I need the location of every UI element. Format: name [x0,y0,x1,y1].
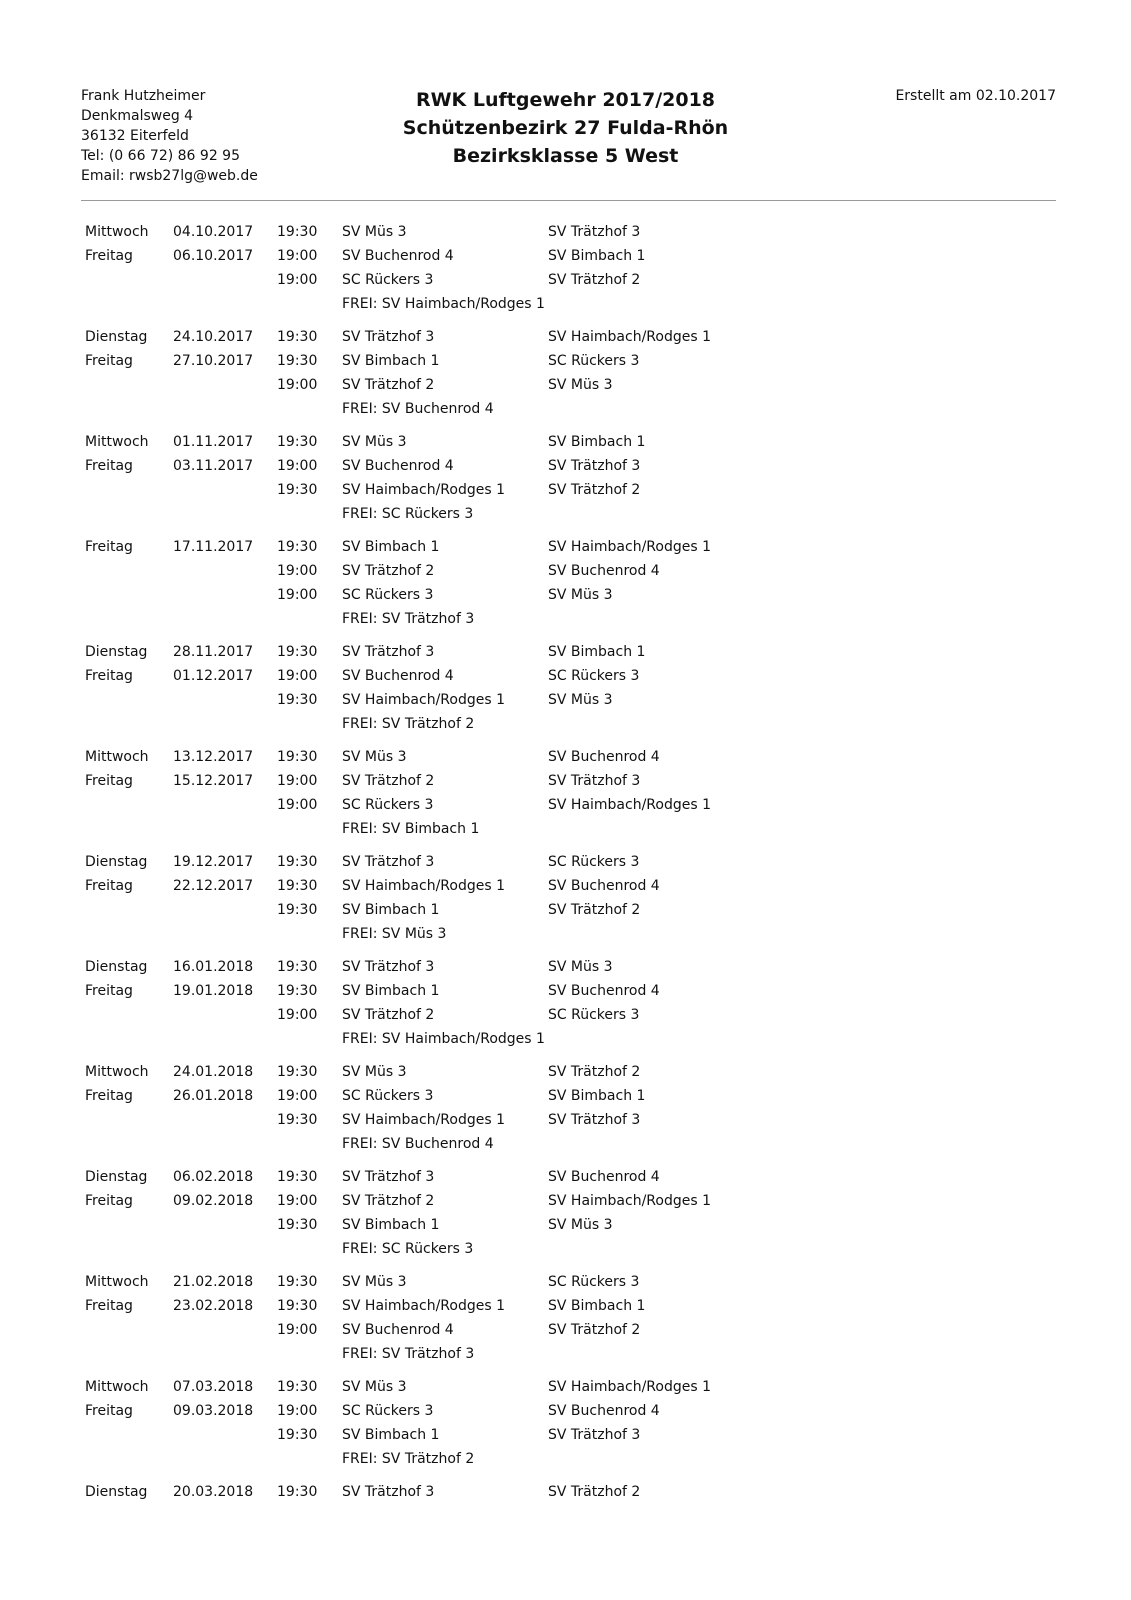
match-weekday: Freitag [85,1193,133,1209]
match-time: 19:30 [277,959,318,975]
bye-team: FREI: SC Rückers 3 [342,1241,474,1257]
match-time: 19:30 [277,1169,318,1185]
home-team: SV Bimbach 1 [342,1217,440,1233]
match-date: 27.10.2017 [173,353,254,369]
match-time: 19:30 [277,902,318,918]
away-team: SV Trätzhof 2 [548,482,641,498]
match-date: 24.01.2018 [173,1064,254,1080]
away-team: SV Buchenrod 4 [548,983,660,999]
home-team: SV Haimbach/Rodges 1 [342,692,506,708]
match-time: 19:30 [277,329,318,345]
match-date: 24.10.2017 [173,329,254,345]
match-time: 19:00 [277,773,318,789]
title-line-1: RWK Luftgewehr 2017/2018 [415,89,716,111]
match-weekday: Mittwoch [85,1379,149,1395]
match-date: 06.10.2017 [173,248,254,264]
away-team: SC Rückers 3 [548,668,640,684]
match-weekday: Mittwoch [85,749,149,765]
match-time: 19:00 [277,458,318,474]
away-team: SV Buchenrod 4 [548,878,660,894]
home-team: SV Müs 3 [342,434,407,450]
match-time: 19:30 [277,692,318,708]
match-weekday: Freitag [85,248,133,264]
home-team: SC Rückers 3 [342,1088,434,1104]
home-team: SV Haimbach/Rodges 1 [342,1298,506,1314]
match-time: 19:30 [277,1379,318,1395]
away-team: SV Bimbach 1 [548,1088,646,1104]
home-team: SV Trätzhof 2 [342,773,435,789]
match-time: 19:30 [277,539,318,555]
home-team: SV Haimbach/Rodges 1 [342,1112,506,1128]
match-weekday: Mittwoch [85,224,149,240]
match-weekday: Freitag [85,1403,133,1419]
home-team: SV Trätzhof 2 [342,1193,435,1209]
away-team: SV Buchenrod 4 [548,1169,660,1185]
home-team: SC Rückers 3 [342,272,434,288]
away-team: SV Müs 3 [548,377,613,393]
away-team: SC Rückers 3 [548,1007,640,1023]
match-date: 13.12.2017 [173,749,254,765]
match-time: 19:30 [277,1064,318,1080]
match-time: 19:30 [277,644,318,660]
home-team: SV Trätzhof 2 [342,377,435,393]
away-team: SV Trätzhof 2 [548,1064,641,1080]
away-team: SC Rückers 3 [548,1274,640,1290]
match-weekday: Mittwoch [85,1064,149,1080]
match-weekday: Mittwoch [85,434,149,450]
home-team: SV Müs 3 [342,749,407,765]
bye-team: FREI: SV Buchenrod 4 [342,1136,494,1152]
home-team: SV Müs 3 [342,224,407,240]
bye-team: FREI: SV Trätzhof 3 [342,611,475,627]
match-date: 28.11.2017 [173,644,254,660]
match-time: 19:30 [277,878,318,894]
away-team: SV Trätzhof 3 [548,458,641,474]
match-weekday: Freitag [85,539,133,555]
match-time: 19:30 [277,1298,318,1314]
away-team: SV Bimbach 1 [548,1298,646,1314]
match-weekday: Freitag [85,353,133,369]
match-date: 22.12.2017 [173,878,254,894]
match-time: 19:30 [277,1484,318,1500]
match-time: 19:00 [277,1007,318,1023]
match-time: 19:30 [277,1112,318,1128]
away-team: SV Trätzhof 2 [548,1322,641,1338]
bye-team: FREI: SV Müs 3 [342,926,447,942]
home-team: SV Trätzhof 3 [342,329,435,345]
match-date: 09.03.2018 [173,1403,254,1419]
contact-email: Email: rwsb27lg@web.de [81,168,258,184]
away-team: SV Trätzhof 2 [548,902,641,918]
match-time: 19:00 [277,1322,318,1338]
contact-city: 36132 Eiterfeld [81,128,189,144]
match-date: 01.12.2017 [173,668,254,684]
match-time: 19:30 [277,749,318,765]
match-date: 07.03.2018 [173,1379,254,1395]
away-team: SC Rückers 3 [548,854,640,870]
match-weekday: Mittwoch [85,1274,149,1290]
home-team: SV Trätzhof 3 [342,959,435,975]
home-team: SV Trätzhof 2 [342,1007,435,1023]
match-weekday: Dienstag [85,329,148,345]
away-team: SV Müs 3 [548,587,613,603]
match-time: 19:30 [277,224,318,240]
match-date: 17.11.2017 [173,539,254,555]
match-time: 19:00 [277,1088,318,1104]
match-time: 19:00 [277,248,318,264]
match-time: 19:30 [277,1274,318,1290]
home-team: SV Trätzhof 3 [342,854,435,870]
match-date: 26.01.2018 [173,1088,254,1104]
home-team: SV Müs 3 [342,1379,407,1395]
match-date: 21.02.2018 [173,1274,254,1290]
match-time: 19:00 [277,587,318,603]
home-team: SV Trätzhof 3 [342,1484,435,1500]
title-line-3: Bezirksklasse 5 West [452,145,679,167]
match-date: 03.11.2017 [173,458,254,474]
title-line-2: Schützenbezirk 27 Fulda-Rhön [402,117,729,139]
contact-street: Denkmalsweg 4 [81,108,194,124]
home-team: SV Trätzhof 2 [342,563,435,579]
home-team: SC Rückers 3 [342,797,434,813]
match-weekday: Dienstag [85,854,148,870]
away-team: SV Bimbach 1 [548,644,646,660]
match-time: 19:30 [277,353,318,369]
home-team: SV Bimbach 1 [342,983,440,999]
away-team: SV Müs 3 [548,1217,613,1233]
away-team: SV Trätzhof 2 [548,272,641,288]
match-date: 19.12.2017 [173,854,254,870]
away-team: SV Trätzhof 3 [548,224,641,240]
match-date: 19.01.2018 [173,983,254,999]
home-team: SV Haimbach/Rodges 1 [342,878,506,894]
bye-team: FREI: SV Trätzhof 2 [342,1451,475,1467]
match-time: 19:00 [277,797,318,813]
match-weekday: Freitag [85,1088,133,1104]
home-team: SV Bimbach 1 [342,1427,440,1443]
match-weekday: Freitag [85,878,133,894]
match-weekday: Dienstag [85,1169,148,1185]
match-time: 19:30 [277,434,318,450]
contact-phone: Tel: (0 66 72) 86 92 95 [81,148,240,164]
match-date: 04.10.2017 [173,224,254,240]
home-team: SV Müs 3 [342,1064,407,1080]
home-team: SC Rückers 3 [342,1403,434,1419]
match-weekday: Freitag [85,1298,133,1314]
away-team: SV Bimbach 1 [548,434,646,450]
bye-team: FREI: SV Trätzhof 3 [342,1346,475,1362]
match-time: 19:00 [277,563,318,579]
home-team: SV Bimbach 1 [342,353,440,369]
match-weekday: Dienstag [85,644,148,660]
match-time: 19:30 [277,1217,318,1233]
match-weekday: Dienstag [85,1484,148,1500]
match-date: 15.12.2017 [173,773,254,789]
match-time: 19:00 [277,377,318,393]
match-time: 19:30 [277,854,318,870]
home-team: SV Müs 3 [342,1274,407,1290]
away-team: SV Müs 3 [548,692,613,708]
away-team: SC Rückers 3 [548,353,640,369]
match-weekday: Freitag [85,983,133,999]
match-time: 19:30 [277,983,318,999]
bye-team: FREI: SV Haimbach/Rodges 1 [342,296,545,312]
away-team: SV Trätzhof 3 [548,773,641,789]
away-team: SV Haimbach/Rodges 1 [548,797,712,813]
away-team: SV Haimbach/Rodges 1 [548,1379,712,1395]
home-team: SV Bimbach 1 [342,902,440,918]
created-date: Erstellt am 02.10.2017 [895,88,1056,104]
bye-team: FREI: SV Buchenrod 4 [342,401,494,417]
match-time: 19:00 [277,668,318,684]
home-team: SV Trätzhof 3 [342,1169,435,1185]
bye-team: FREI: SV Trätzhof 2 [342,716,475,732]
match-time: 19:30 [277,1427,318,1443]
match-date: 16.01.2018 [173,959,254,975]
home-team: SV Buchenrod 4 [342,1322,454,1338]
match-date: 23.02.2018 [173,1298,254,1314]
home-team: SV Buchenrod 4 [342,248,454,264]
away-team: SV Haimbach/Rodges 1 [548,329,712,345]
match-date: 20.03.2018 [173,1484,254,1500]
bye-team: FREI: SV Bimbach 1 [342,821,480,837]
match-date: 06.02.2018 [173,1169,254,1185]
home-team: SC Rückers 3 [342,587,434,603]
away-team: SV Haimbach/Rodges 1 [548,539,712,555]
bye-team: FREI: SC Rückers 3 [342,506,474,522]
away-team: SV Trätzhof 2 [548,1484,641,1500]
match-weekday: Freitag [85,773,133,789]
away-team: SV Buchenrod 4 [548,1403,660,1419]
away-team: SV Buchenrod 4 [548,563,660,579]
match-time: 19:00 [277,272,318,288]
home-team: SV Buchenrod 4 [342,668,454,684]
away-team: SV Trätzhof 3 [548,1112,641,1128]
home-team: SV Haimbach/Rodges 1 [342,482,506,498]
home-team: SV Bimbach 1 [342,539,440,555]
away-team: SV Buchenrod 4 [548,749,660,765]
match-weekday: Freitag [85,458,133,474]
away-team: SV Müs 3 [548,959,613,975]
match-weekday: Dienstag [85,959,148,975]
match-time: 19:00 [277,1403,318,1419]
home-team: SV Trätzhof 3 [342,644,435,660]
away-team: SV Haimbach/Rodges 1 [548,1193,712,1209]
home-team: SV Buchenrod 4 [342,458,454,474]
away-team: SV Bimbach 1 [548,248,646,264]
match-time: 19:30 [277,482,318,498]
contact-name: Frank Hutzheimer [81,88,206,104]
match-date: 01.11.2017 [173,434,254,450]
match-time: 19:00 [277,1193,318,1209]
header-divider [81,200,1056,201]
match-date: 09.02.2018 [173,1193,254,1209]
away-team: SV Trätzhof 3 [548,1427,641,1443]
match-weekday: Freitag [85,668,133,684]
bye-team: FREI: SV Haimbach/Rodges 1 [342,1031,545,1047]
